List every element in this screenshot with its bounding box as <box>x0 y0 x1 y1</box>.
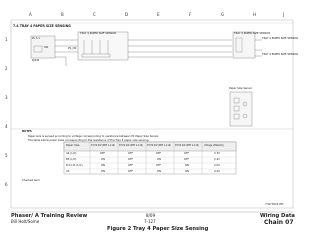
table-cell: 3.3V <box>214 152 220 155</box>
table-cell: ON <box>157 170 161 173</box>
left-box-part: PJ440 <box>32 59 40 62</box>
figure-caption: Figure 2 Tray 4 Paper Size Sensing <box>107 226 209 232</box>
table-cell: OFF <box>128 158 134 161</box>
right-upper-label: TRAY 4 PAPER SIZE SENSOR <box>234 32 271 35</box>
note-2: The table below paper sizes corresponding to the resistance of the Tray 4 paper size sensing. <box>28 138 150 142</box>
table-cell: OFF <box>128 164 134 167</box>
table-cell: OFF <box>184 152 190 155</box>
footer-center-date: 8/09 <box>146 213 155 218</box>
table-header: P2 PS SW (SEE 1-110) <box>119 144 143 147</box>
left-box-tag: SW <box>44 46 49 49</box>
table-header: P1 PS SW (SEE 1-110) <box>91 144 115 147</box>
table-cell: OFF <box>156 164 162 167</box>
table-cell: OFF <box>156 152 162 155</box>
table-cell: ON <box>101 170 105 173</box>
right-mid-label: TRAY 4 PAPER SIZE SENSOR <box>262 37 299 40</box>
table-cell: OFF <box>128 170 134 173</box>
table-cell: OFF <box>128 152 134 155</box>
table-cell: A4 (L/C) <box>66 152 77 155</box>
table-cell: ON <box>101 164 105 167</box>
footer-left-title: Phaser/ A Training Review <box>11 213 88 219</box>
notes-heading: NOTES <box>22 130 32 133</box>
grid-number-3: 3 <box>5 95 8 100</box>
table-cell: ON <box>101 158 105 161</box>
table-cell: 2.0V <box>214 164 220 167</box>
table-cell: OFF <box>184 158 190 161</box>
signal-bus-label: PS_CN <box>68 47 77 50</box>
left-box-ref: PL 5.1 <box>32 37 40 40</box>
grid-letter-b: B <box>61 12 64 17</box>
table-cell: ON <box>157 158 161 161</box>
grid-number-5: 5 <box>5 153 8 158</box>
note-1: Paper size is sensed according to voltage corresponding to resistance between P1 Paper Size Sensor. <box>28 135 160 138</box>
controller-box <box>233 32 255 58</box>
grid-letter-d: D <box>125 12 129 17</box>
table-header: P3 PS SW (SEE 1-110) <box>147 144 171 147</box>
table-header: Voltage (ANALOG) <box>204 144 224 147</box>
grid-letter-g: G <box>221 12 225 17</box>
table-cell: ON <box>185 170 189 173</box>
table-header: P4 PS SW (SEE 1-110) <box>175 144 199 147</box>
table-cell: ON <box>185 164 189 167</box>
tray4-size-sensor-box <box>78 32 128 60</box>
top-box-label: TRAY 4 PAPER SIZE SENSOR <box>80 32 117 35</box>
table-cell: A3 <box>66 170 70 173</box>
table-header: Paper Size <box>66 144 80 147</box>
grid-number-6: 6 <box>5 182 8 187</box>
paper-size-sensor-box <box>230 92 252 126</box>
grid-number-1: 1 <box>5 37 8 42</box>
footer-right-chain: Chain 07 <box>264 219 294 226</box>
grid-number-2: 2 <box>5 66 8 71</box>
grid-letter-h: H <box>253 12 257 17</box>
diagram-code: 7-W73024-HM <box>265 203 284 206</box>
table-cell: 2.4V <box>214 158 220 161</box>
footer-center-page: 7-127 <box>144 219 156 224</box>
grid-letter-c: C <box>93 12 96 17</box>
footer-right-title: Wiring Data <box>260 213 295 219</box>
grid-number-4: 4 <box>5 124 8 129</box>
table-cell: 8.5×11 (L/C) <box>66 164 83 167</box>
grid-letter-j: J <box>283 12 285 17</box>
grid-letter-a: A <box>29 12 32 17</box>
note-ref: Checked Sum <box>22 179 40 182</box>
table-cell: 0.4V <box>214 170 220 173</box>
paper-size-sensor-label: Paper Size Sensor <box>229 87 253 90</box>
table-cell: OFF <box>100 152 106 155</box>
section-title: 7.4 TRAY 4 PAPER SIZE SENSING <box>13 24 71 28</box>
footer-left-subtitle: Bill Holt/Some <box>11 219 40 224</box>
grid-letter-e: E <box>157 12 160 17</box>
right-lower-label: TRAY 4 PAPER SIZE SENSOR <box>262 53 299 56</box>
grid-letter-f: F <box>189 12 192 17</box>
table-cell: B5 (L/C) <box>66 158 77 161</box>
